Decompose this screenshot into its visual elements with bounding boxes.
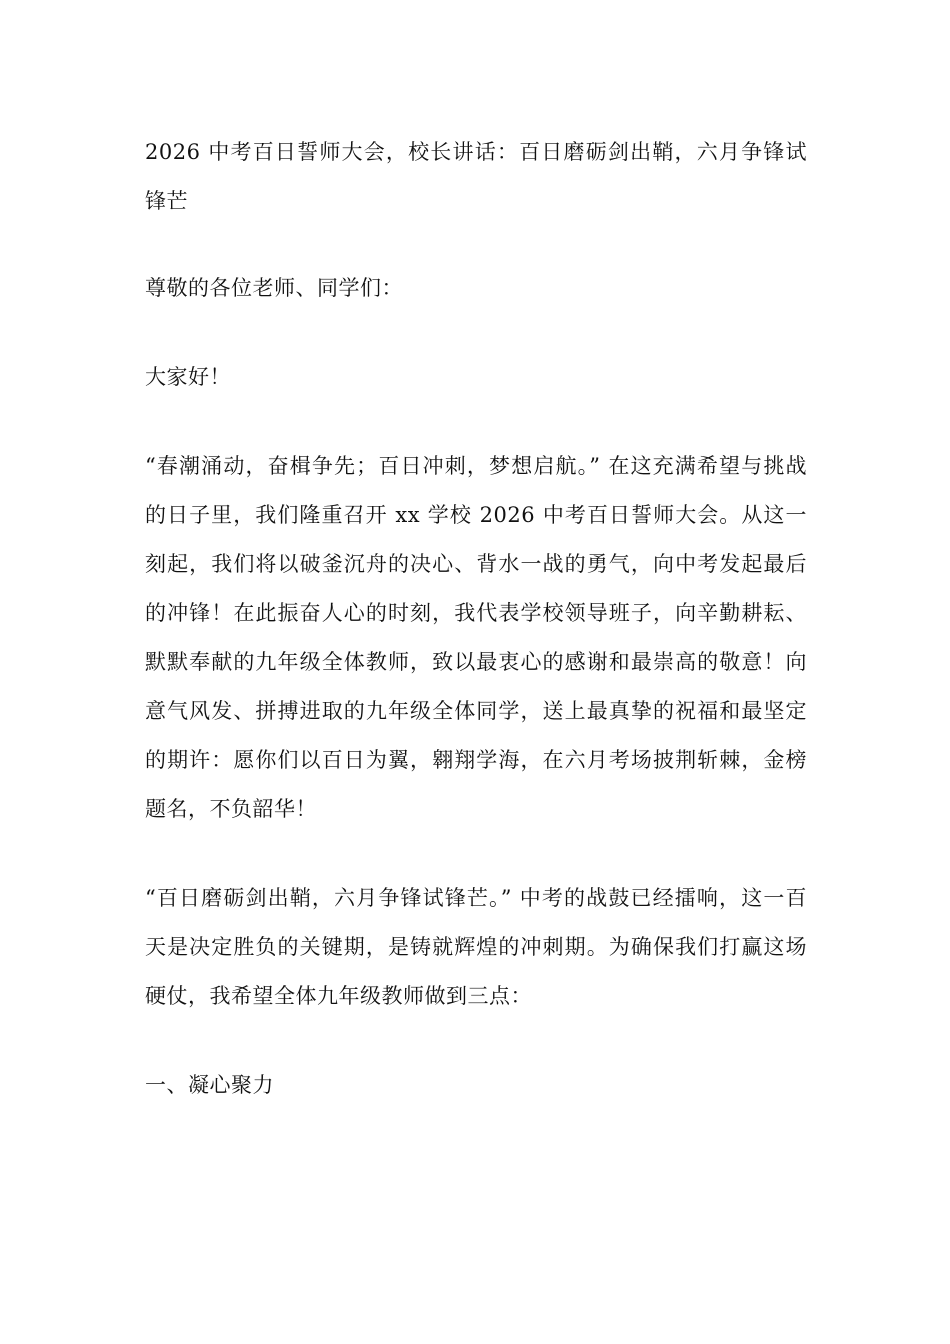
salutation: 尊敬的各位老师、同学们：: [145, 276, 403, 300]
body-paragraph-2: “百日磨砺剑出鞘，六月争锋试锋芒。” 中考的战鼓已经擂响，这一百天是决定胜负的关键期，是铸就辉煌的冲刺期。为确保我们打赢这场硬仗，我希望全体九年级教师做到三点：: [145, 886, 807, 1008]
section-heading: 一、凝心聚力: [145, 1073, 274, 1097]
document-page: [145, 128, 807, 1150]
document-title: 2026 中考百日誓师大会，校长讲话：百日磨砺剑出鞘，六月争锋试锋芒: [145, 140, 807, 213]
greeting: 大家好！: [145, 365, 231, 389]
body-paragraph-1: “春潮涌动，奋楫争先；百日冲刺，梦想启航。” 在这充满希望与挑战的日子里，我们隆重召开 xx 学校 2026 中考百日誓师大会。从这一刻起，我们将以破釜沉舟的决心、背水一战的勇气，向中考发起最后的冲锋！在此振奋人心的时刻，我代表学校领导班子，向辛勤耕耘、默默奉献的九年级全体教师，致以最衷心的感谢和最崇高的敬意！向意气风发、拼搏进取的九年级全体同学，送上最真挚的祝福和最坚定的期许：愿你们以百日为翼，翱翔学海，在六月考场披荆斩棘，金榜题名，不负韶华！: [145, 454, 807, 821]
